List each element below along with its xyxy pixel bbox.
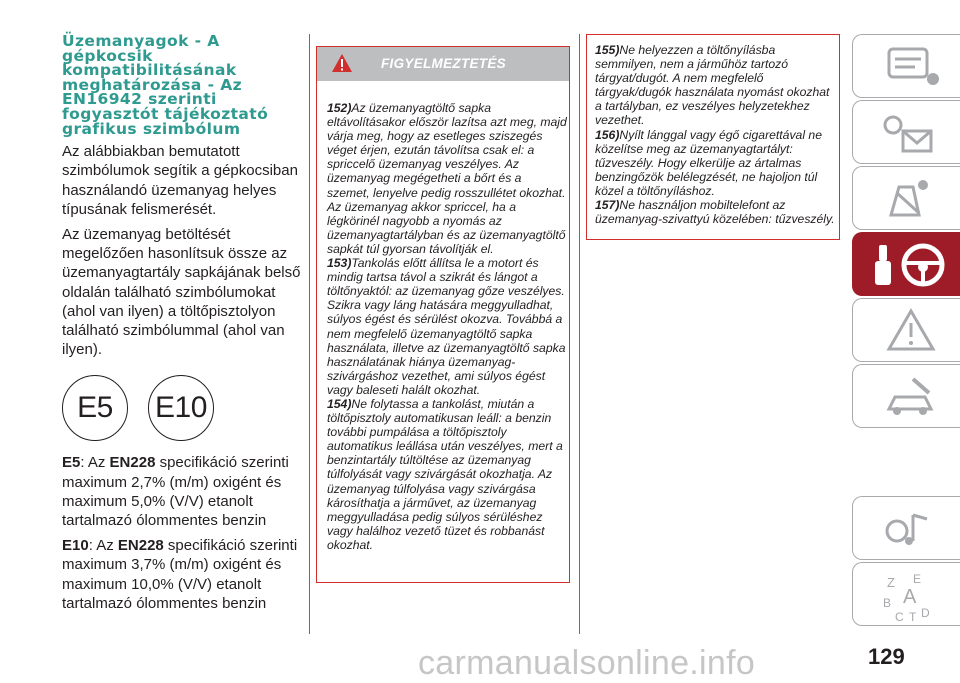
- e5-symbol: E5: [62, 375, 128, 441]
- warning-item: [595, 128, 839, 198]
- e10-code: E10: [62, 537, 89, 555]
- warning-text: Ne folytassa a tankolást, miután a töltőpisztoly automatikusan leáll: a benzin további pumpálása a töltőpisztoly automatikus leállása után veszélyes, mert a benzintartály túltöltése az üzemanyag túlfolyását vagy szivárgását okozhatja. Az üzemanyag túlfolyása vagy szivárgása károsíthatja a járművet, az üzemanyag meggyulladása pedig súlyos sérüléshez vagy halálhoz vezető tüzet és robbanást okozhat.: [327, 396, 563, 552]
- warning-text: Ne használjon mobiltelefont az üzemanyag-szivattyú közelében: tűzveszély.: [595, 198, 835, 227]
- tab-emergency[interactable]: [852, 298, 960, 362]
- warning-number: 157): [595, 198, 620, 213]
- fuel-symbols: [62, 375, 310, 453]
- warning-box: [316, 46, 570, 583]
- key-steering-wheel-icon: [853, 233, 960, 297]
- heading-line: gépkocsik: [62, 46, 153, 65]
- multimedia-icon: [853, 497, 960, 561]
- e5-sep: : Az: [80, 454, 110, 472]
- warning-text: Tankolás előtt állítsa le a motort és mindig tartsa távol a szikrát és lángot a töltőnyaktól: az üzemanyag gőze veszélyes. Szikra vagy láng hatására meggyulladhat, súlyos égést és sérülést okozva. Továbbá a nem megfelelő üzemanyagtöltő sapka használata, illetve az üzemanyagtöltő sapka használatának hiánya üzemanyag-szivárgáshoz vezethet, ami súlyos égést vagy baleseti halált okozhat.: [327, 256, 566, 397]
- column-divider: [579, 34, 580, 634]
- warning-number: 154): [327, 396, 352, 411]
- warning-item: [595, 198, 839, 226]
- watermark: carmanualsonline.info: [418, 644, 756, 682]
- e10-sep: : Az: [88, 537, 118, 555]
- warning-number: 152): [327, 101, 352, 115]
- svg-text:T: T: [909, 610, 917, 624]
- tab-safety[interactable]: [852, 166, 960, 230]
- section-heading: [62, 34, 310, 136]
- e5-description: specifikáció szerinti maximum 2,7% (m/m) oxigént és maximum 5,0% (V/V) etanolt tartalmazó ólommentes benzin: [62, 454, 289, 529]
- e5-code: E5: [62, 454, 81, 472]
- alphabetical-index-icon: [853, 563, 960, 627]
- car-info-icon: [853, 35, 960, 99]
- warning-item: [327, 256, 567, 397]
- e5-spec: [62, 453, 310, 530]
- tab-dashboard[interactable]: [852, 100, 960, 164]
- heading-line: kompatibilitásának: [62, 61, 237, 80]
- dashboard-lights-icon: [853, 101, 960, 165]
- intro-paragraph: Az alábbiakban bemutatott szimbólumok segítik a gépkocsiban használandó üzemanyag helyes típusának felismerését.: [62, 143, 298, 218]
- e10-symbol: E10: [148, 375, 214, 441]
- svg-text:E: E: [913, 572, 922, 586]
- heading-line: Üzemanyagok - A: [62, 32, 220, 50]
- warning-item: [595, 43, 839, 128]
- column-divider: [309, 34, 310, 634]
- heading-line: fogyasztót tájékoztató: [62, 104, 269, 123]
- tab-index[interactable]: [852, 562, 960, 626]
- heading-line: meghatározása - Az: [62, 75, 243, 94]
- heading-line: EN16942 szerinti: [62, 90, 217, 109]
- svg-text:B: B: [883, 596, 892, 610]
- warning-item: [327, 397, 567, 552]
- warning-number: 155): [595, 43, 620, 57]
- warning-triangle-icon: [853, 299, 960, 363]
- svg-text:C: C: [895, 610, 904, 624]
- warning-icon: [331, 53, 353, 73]
- warning-body: [327, 101, 567, 552]
- warning-number: 156): [595, 127, 620, 142]
- e10-description: specifikáció szerinti maximum 3,7% (m/m) oxigént és maximum 10,0% (V/V) etanolt tartalmazó ólommentes benzin: [62, 537, 298, 612]
- wrench-car-icon: [853, 365, 960, 429]
- warning-header: [317, 47, 569, 81]
- heading-line: grafikus szimbólum: [62, 119, 241, 138]
- tab-vehicle-info[interactable]: [852, 34, 960, 98]
- warning-number: 153): [327, 256, 352, 271]
- e10-standard: EN228: [117, 537, 164, 555]
- e10-spec: [62, 536, 310, 613]
- svg-text:A: A: [903, 586, 917, 608]
- warning-text: Ne helyezzen a töltőnyílásba semmilyen, nem a járműhöz tartozó tárgyat/dugót. A nem megfelelő tárgyak/dugók használata nyomást okozhat a tartályban, ez veszélyes helyzetekhez vezethet.: [595, 43, 830, 128]
- svg-text:Z: Z: [887, 575, 895, 590]
- tab-maintenance[interactable]: [852, 364, 960, 428]
- safety-seatbelt-icon: [853, 167, 960, 231]
- warning-body: [595, 43, 839, 226]
- warning-title: FIGYELMEZTETÉS: [381, 56, 506, 71]
- warning-item: [327, 101, 567, 256]
- svg-text:D: D: [921, 606, 930, 620]
- e5-standard: EN228: [109, 454, 156, 472]
- tab-starting-driving[interactable]: [852, 232, 960, 296]
- page-number: 129: [868, 644, 905, 669]
- compare-paragraph: Az üzemanyag betöltését megelőzően hasonlítsuk össze az üzemanyagtartály sapkájának belső oldalán található szimbólumokat (ahol van ilyen) a töltőpisztolyon található szimbólummal (ahol van ilyen).: [62, 225, 301, 359]
- warning-text: Nyílt lánggal vagy égő cigarettával ne közelítse meg az üzemanyagtartályt: tűzveszély. Hogy elkerülje az ártalmas benzingőzök belélegzését, ne hajoljon túl közel a töltőnyíláshoz.: [595, 127, 822, 198]
- left-column: [62, 34, 310, 613]
- warning-text: Az üzemanyagtöltő sapka eltávolításakor először lazítsa azt meg, majd várja meg, hogy az esetleges sziszegés véget érjen, ezután távolítsa csak el: a spriccelő üzemanyag veszélyes. Az üzemanyag megégetheti a bőrt és a szemet, lenyelve pedig rosszullétet okozhat. Az üzemanyag akkor spriccel, ha a légkörinél nagyobb a nyomás az üzemanyagtartályban és az üzemanyagtöltő sapkát túl gyorsan távolítják el.: [327, 101, 567, 256]
- tab-multimedia[interactable]: [852, 496, 960, 560]
- warning-box-continued: [586, 34, 840, 240]
